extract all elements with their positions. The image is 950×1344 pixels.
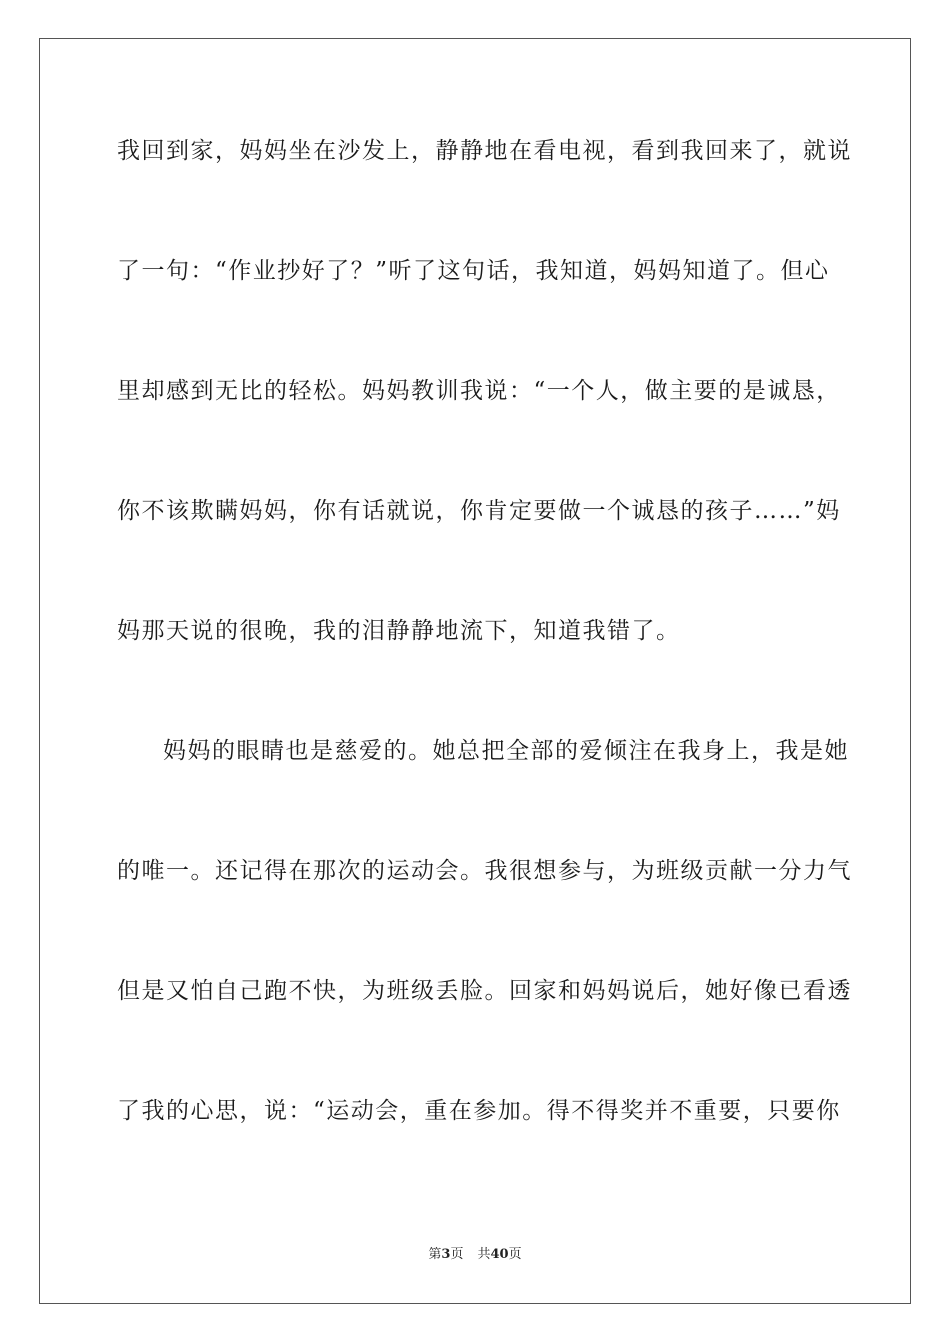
body-text-line-7: 的唯一。还记得在那次的运动会。我很想参与，为班级贡献一分力气	[117, 858, 852, 884]
body-text-line-5: 妈那天说的很晚，我的泪静静地流下，知道我错了。	[117, 618, 681, 644]
body-text-line-9: 了我的心思，说：“运动会，重在参加。得不得奖并不重要，只要你	[117, 1098, 841, 1124]
total-pages: 40	[490, 1247, 509, 1262]
total-prefix: 共	[477, 1247, 491, 1262]
page-suffix: 页	[450, 1247, 464, 1262]
body-text-line-2: 了一句：“作业抄好了？”听了这句话，我知道，妈妈知道了。但心	[117, 258, 830, 284]
page-prefix: 第	[428, 1247, 442, 1262]
body-text-line-1: 我回到家，妈妈坐在沙发上，静静地在看电视，看到我回来了，就说	[117, 138, 852, 164]
total-suffix: 页	[508, 1247, 522, 1262]
body-text-line-6-paragraph-start: 妈妈的眼睛也是慈爱的。她总把全部的爱倾注在我身上，我是她	[163, 738, 849, 764]
body-text-line-3: 里却感到无比的轻松。妈妈教训我说：“一个人，做主要的是诚恳，	[117, 378, 841, 404]
body-text-line-8: 但是又怕自己跑不快，为班级丢脸。回家和妈妈说后，她好像已看透	[117, 978, 852, 1004]
body-text-line-4: 你不该欺瞒妈妈，你有话就说，你肯定要做一个诚恳的孩子……”妈	[117, 498, 841, 524]
page-footer	[0, 1246, 950, 1264]
page-number: 3	[441, 1247, 451, 1262]
